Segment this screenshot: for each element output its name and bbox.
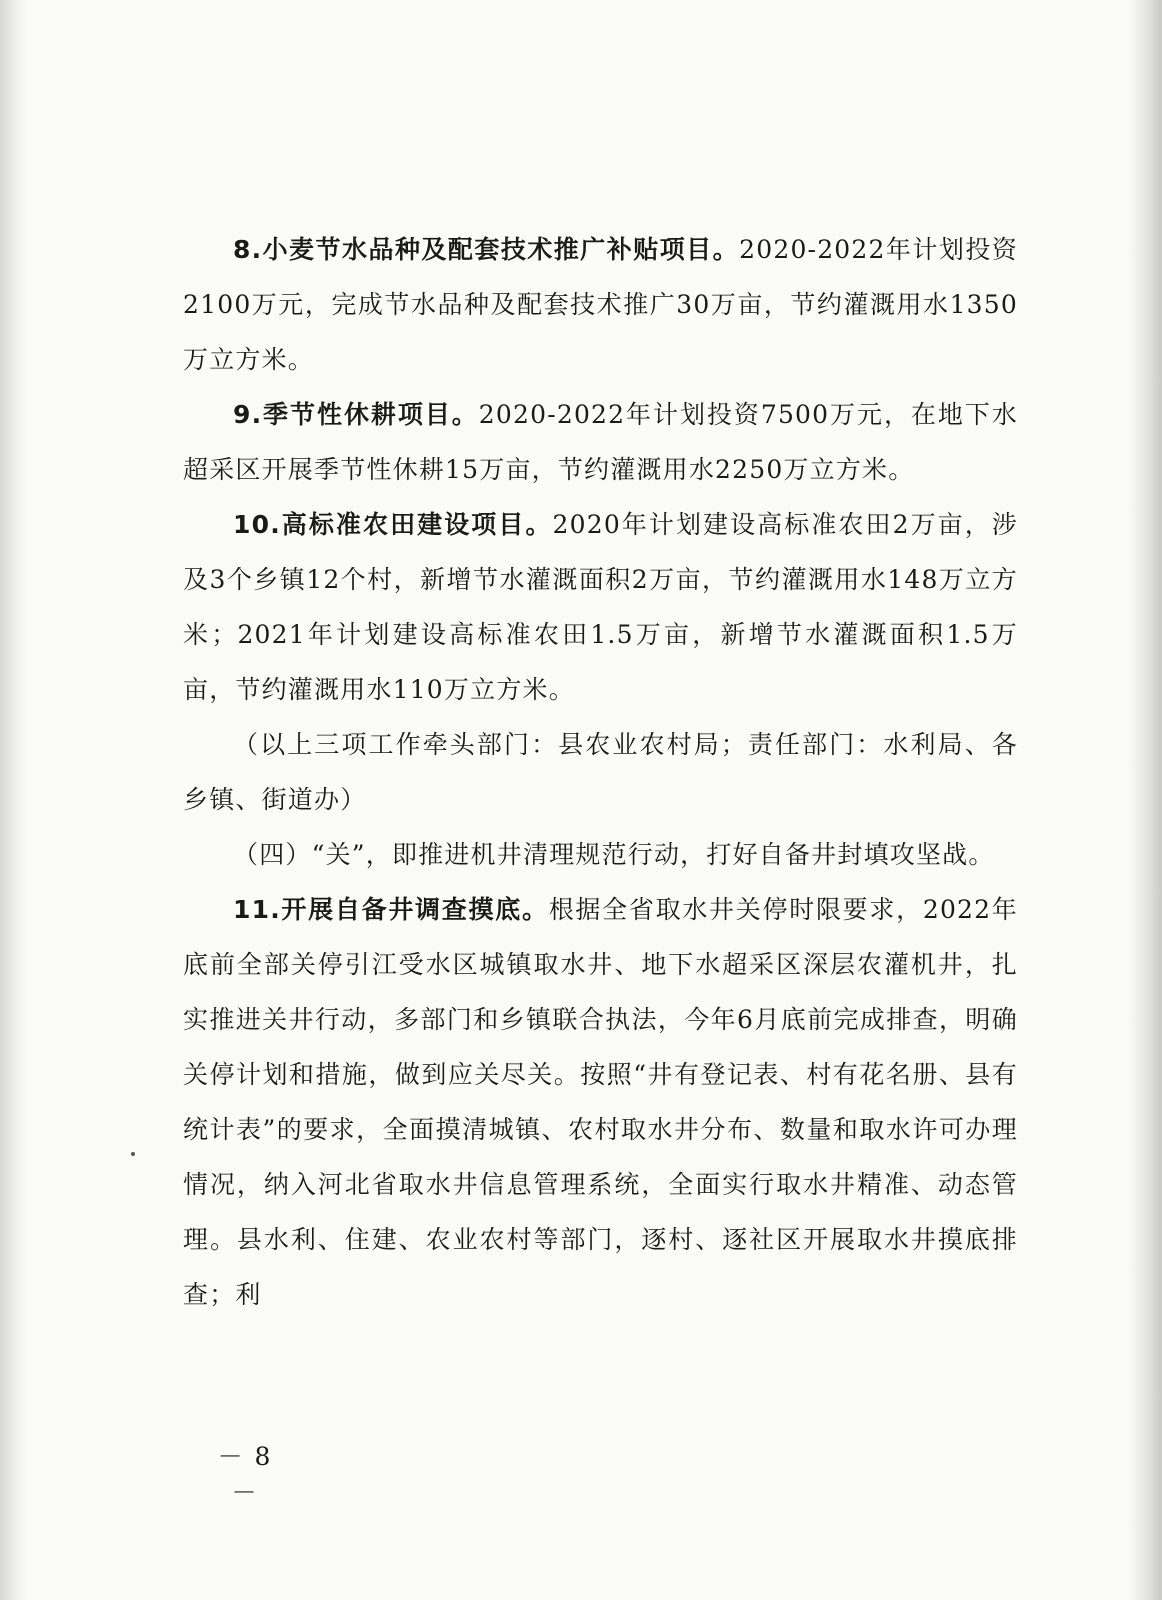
paragraph-body: 2020-2022年计划投资2100万元，完成节水品种及配套技术推广30万亩，节约灌溉用水1350万立方米。 [183, 235, 1018, 374]
paragraph-body: （四）“关”，即推进机井清理规范行动，打好自备井封填攻坚战。 [233, 840, 995, 869]
paragraph-body: （以上三项工作牵头部门：县农业农村局；责任部门：水利局、各乡镇、街道办） [183, 730, 1018, 814]
body-text [183, 222, 1018, 1322]
paragraph-heading: 11.开展自备井调查摸底。 [233, 895, 549, 924]
paragraph-section-four [183, 827, 1018, 882]
paragraph-heading: 8.小麦节水品种及配套技术推广补贴项目。 [233, 235, 740, 264]
paragraph-responsibility-note [183, 717, 1018, 827]
scan-speck [131, 1152, 135, 1156]
paragraph-heading: 10.高标准农田建设项目。 [233, 510, 553, 539]
page-number: － 8 － [217, 1442, 273, 1507]
paragraph-item-10 [183, 497, 1018, 717]
paragraph-body: 2020年计划建设高标准农田2万亩，涉及3个乡镇12个村，新增节水灌溉面积2万亩，节约灌溉用水148万立方米；2021年计划建设高标准农田1.5万亩，新增节水灌溉面积1.5万亩，节约灌溉用水110万立方米。 [183, 510, 1018, 704]
paragraph-item-8 [183, 222, 1018, 387]
scan-left-edge-shadow [0, 0, 26, 1600]
paragraph-body: 2020-2022年计划投资7500万元，在地下水超采区开展季节性休耕15万亩，节约灌溉用水2250万立方米。 [183, 400, 1018, 484]
paragraph-heading: 9.季节性休耕项目。 [233, 400, 479, 429]
paragraph-item-11 [183, 882, 1018, 1322]
paragraph-body: 根据全省取水井关停时限要求，2022年底前全部关停引江受水区城镇取水井、地下水超采区深层农灌机井，扎实推进关井行动，多部门和乡镇联合执法，今年6月底前完成排查，明确关停计划和措施，做到应关尽关。按照“井有登记表、村有花名册、县有统计表”的要求，全面摸清城镇、农村取水井分布、数量和取水许可办理情况，纳入河北省取水井信息管理系统，全面实行取水井精准、动态管理。县水利、住建、农业农村等部门，逐村、逐社区开展取水井摸底排查；利 [183, 895, 1018, 1309]
paragraph-item-9 [183, 387, 1018, 497]
scan-right-edge-shadow [1128, 0, 1162, 1600]
